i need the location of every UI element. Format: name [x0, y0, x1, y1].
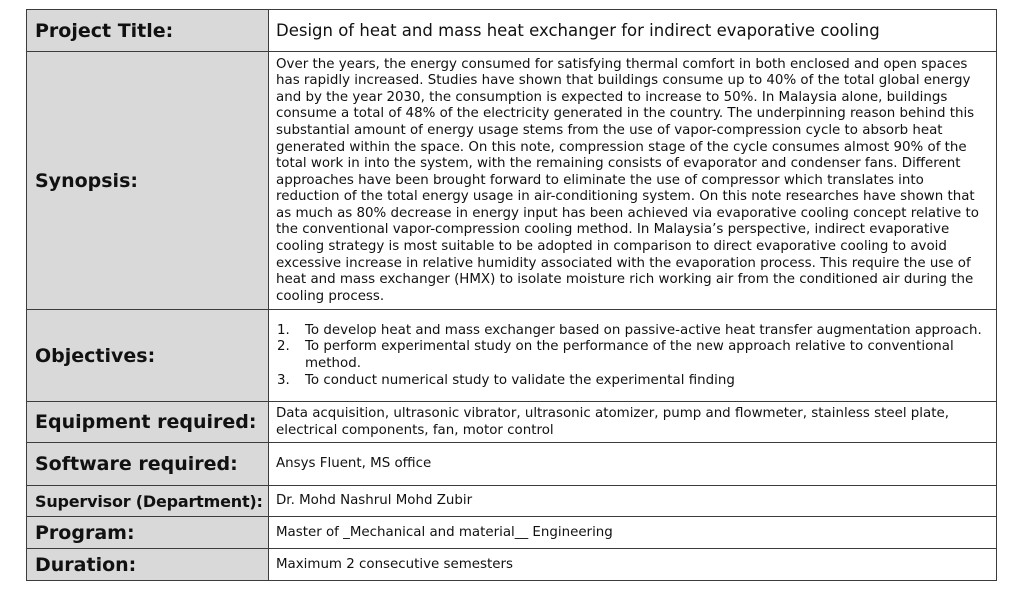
duration-value: Maximum 2 consecutive semesters [269, 549, 997, 581]
project-info-sheet [26, 9, 997, 589]
equipment-value: Data acquisition, ultrasonic vibrator, ultrasonic atomizer, pump and flowmeter, stainless steel plate, electrical components, fan, motor control [269, 402, 997, 443]
supervisor-label: Supervisor (Department): [27, 486, 269, 517]
supervisor-value: Dr. Mohd Nashrul Mohd Zubir [269, 486, 997, 517]
equipment-label: Equipment required: [27, 402, 269, 443]
objective-item [276, 339, 990, 372]
objectives-label: Objectives: [27, 310, 269, 402]
objective-text: To perform experimental study on the performance of the new approach relative to conventional method. [305, 339, 954, 371]
objective-number: 2. [277, 339, 290, 355]
objective-number: 1. [277, 322, 290, 338]
synopsis-label: Synopsis: [27, 52, 269, 310]
row-equipment [27, 402, 997, 443]
objective-text: To conduct numerical study to validate the experimental finding [305, 372, 735, 388]
software-value: Ansys Fluent, MS office [269, 443, 997, 486]
project-title-label: Project Title: [27, 10, 269, 52]
objective-item [276, 323, 990, 340]
synopsis-value: Over the years, the energy consumed for satisfying thermal comfort in both enclosed and open spaces has rapidly increased. Studies have shown that buildings consume up to 40% of the total global energy and by the year 2030, the consumption is expected to increase to 50%. In Malaysia alone, buildings consume a total of 48% of the electricity generated in the country. The underpinning reason behind this substantial amount of energy usage stems from the use of vapor-compression cycle to absorb heat generated within the space. On this note, compression stage of the cycle consumes almost 90% of the total work in into the system, with the remaining consists of evaporator and condenser fans. Different approaches have been brought forward to eliminate the use of compressor which translates into reduction of the total energy usage in air-conditioning system. On this note researches have shown that as much as 80% decrease in energy input has been achieved via evaporative cooling concept relative to the conventional vapor-compression cooling method. In Malaysia’s perspective, indirect evaporative cooling strategy is most suitable to be adopted in comparison to direct evaporative cooling to avoid excessive increase in relative humidity associated with the evaporation process. This require the use of heat and mass exchanger (HMX) to isolate moisture rich working air from the conditioned air during the cooling process. [269, 52, 997, 310]
duration-label: Duration: [27, 549, 269, 581]
row-objectives [27, 310, 997, 402]
objective-item [276, 373, 990, 390]
project-title-value: Design of heat and mass heat exchanger for indirect evaporative cooling [269, 10, 997, 52]
row-project-title [27, 10, 997, 52]
objectives-value [269, 310, 997, 402]
objectives-list [276, 323, 990, 389]
row-software [27, 443, 997, 486]
software-label: Software required: [27, 443, 269, 486]
program-value: Master of _Mechanical and material__ Engineering [269, 517, 997, 549]
program-label: Program: [27, 517, 269, 549]
objective-number: 3. [277, 372, 290, 388]
row-program [27, 517, 997, 549]
row-supervisor [27, 486, 997, 517]
project-info-table [26, 9, 997, 581]
objective-text: To develop heat and mass exchanger based on passive-active heat transfer augmentation approach. [305, 322, 982, 338]
row-synopsis [27, 52, 997, 310]
